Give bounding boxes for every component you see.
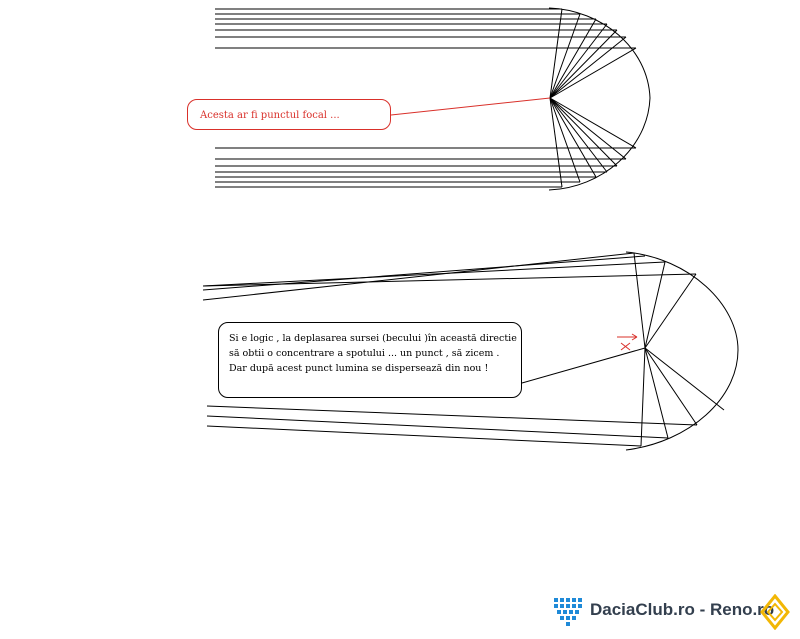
daciaclub-logo-icon [552, 594, 588, 630]
focal-point-callout: Acesta ar fi punctul focal ... [187, 99, 391, 130]
reflected-rays [550, 9, 636, 187]
parallel-rays-bottom [215, 148, 636, 187]
converging-rays-bottom [207, 406, 697, 446]
converging-rays-top [203, 253, 696, 300]
callout-leader [522, 348, 645, 383]
parallel-rays-top [215, 9, 636, 48]
focal-point-leader [391, 98, 550, 115]
reflected-rays [634, 253, 724, 446]
displaced-source-callout [218, 322, 522, 398]
reflector-curve [626, 252, 738, 450]
daciaclub-logo [552, 592, 792, 632]
source-marker [617, 334, 637, 350]
callout-line: Si e logic , la deplasarea sursei (becului )în această directie [229, 333, 517, 344]
callout-line: Dar după acest punct lumina se dispersează din nou ! [229, 363, 489, 374]
callout-line: să obtii o concentrare a spotului ... un punct , să zicem . [229, 348, 500, 359]
logo-text: DaciaClub.ro - Reno.ro [590, 600, 775, 619]
reno-diamond-icon [760, 594, 790, 630]
